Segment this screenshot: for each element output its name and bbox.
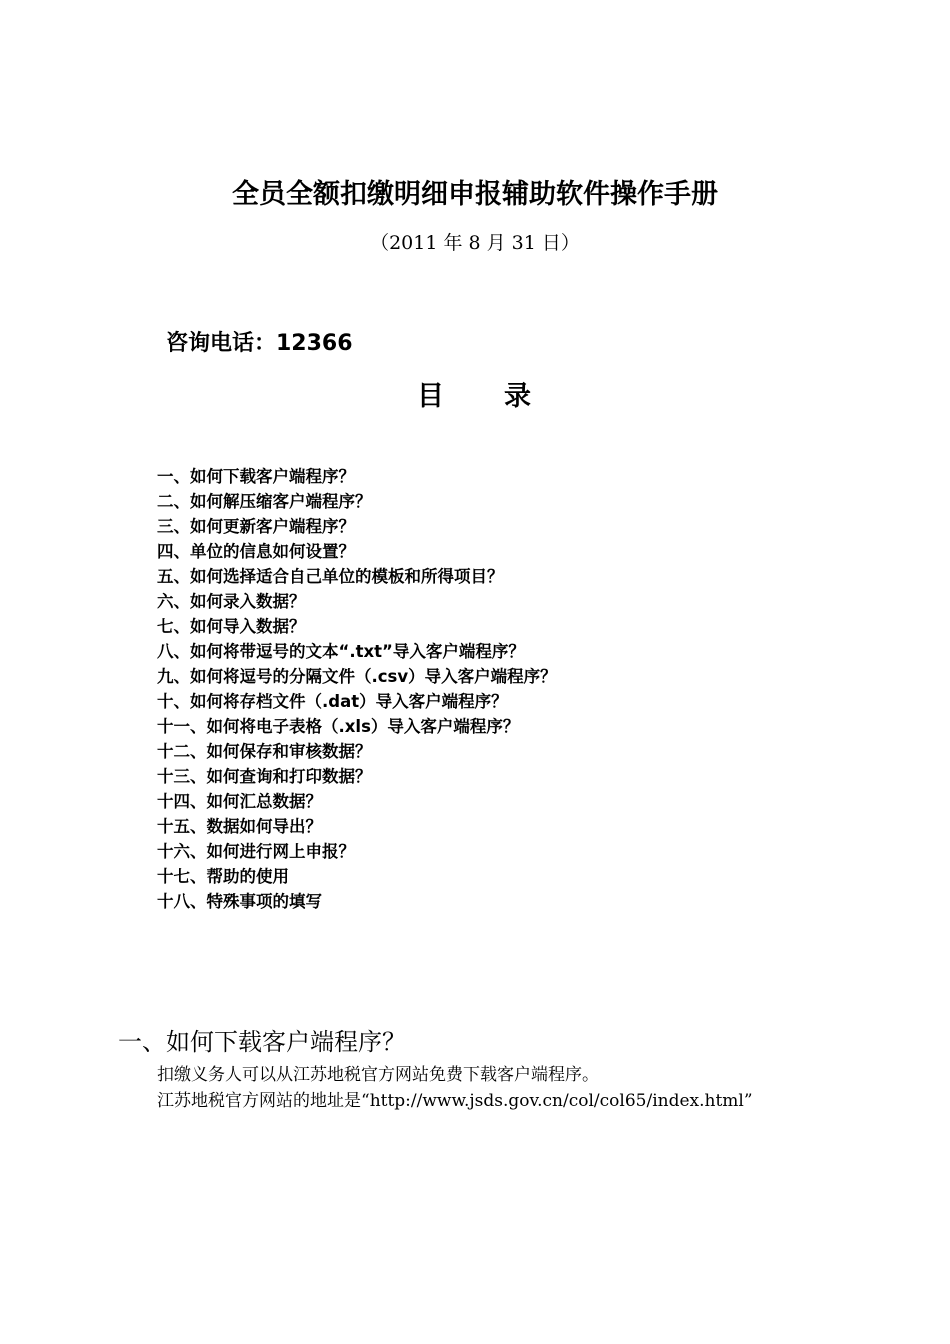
document-date: （2011 年 8 月 31 日）	[370, 232, 580, 254]
toc-item: 三、如何更新客户端程序？	[157, 517, 355, 536]
section-heading: 一、如何下载客户端程序？	[118, 1028, 406, 1056]
toc-item: 十、如何将存档文件（.dat）导入客户端程序？	[157, 692, 508, 711]
toc-item: 十七、帮助的使用	[157, 867, 289, 886]
toc-item: 十一、如何将电子表格（.xls）导入客户端程序？	[157, 717, 520, 736]
consult-phone: 咨询电话：12366	[166, 331, 353, 356]
toc-heading: 目 录	[417, 381, 533, 412]
section-body	[157, 1062, 753, 1114]
toc-item: 八、如何将带逗号的文本“.txt”导入客户端程序？	[157, 642, 525, 661]
section-paragraph: 江苏地税官方网站的地址是“http://www.jsds.gov.cn/col/col65/index.html”	[157, 1091, 753, 1111]
toc-item: 五、如何选择适合自己单位的模板和所得项目？	[157, 567, 504, 586]
toc-item: 七、如何导入数据？	[157, 617, 306, 636]
toc-item: 十四、如何汇总数据？	[157, 792, 322, 811]
document-title: 全员全额扣缴明细申报辅助软件操作手册	[232, 179, 718, 210]
toc-item: 十六、如何进行网上申报？	[157, 842, 355, 861]
toc-item: 二、如何解压缩客户端程序？	[157, 492, 372, 511]
toc-item: 十三、如何查询和打印数据？	[157, 767, 372, 786]
toc-item: 十八、特殊事项的填写	[157, 892, 322, 911]
toc-item: 十五、数据如何导出？	[157, 817, 322, 836]
toc-item: 四、单位的信息如何设置？	[157, 542, 355, 561]
toc-item: 一、如何下载客户端程序？	[157, 467, 355, 486]
toc-item: 十二、如何保存和审核数据？	[157, 742, 372, 761]
table-of-contents	[157, 464, 557, 914]
section-paragraph: 扣缴义务人可以从江苏地税官方网站免费下载客户端程序。	[157, 1065, 599, 1085]
toc-item: 六、如何录入数据？	[157, 592, 306, 611]
toc-item: 九、如何将逗号的分隔文件（.csv）导入客户端程序？	[157, 667, 557, 686]
